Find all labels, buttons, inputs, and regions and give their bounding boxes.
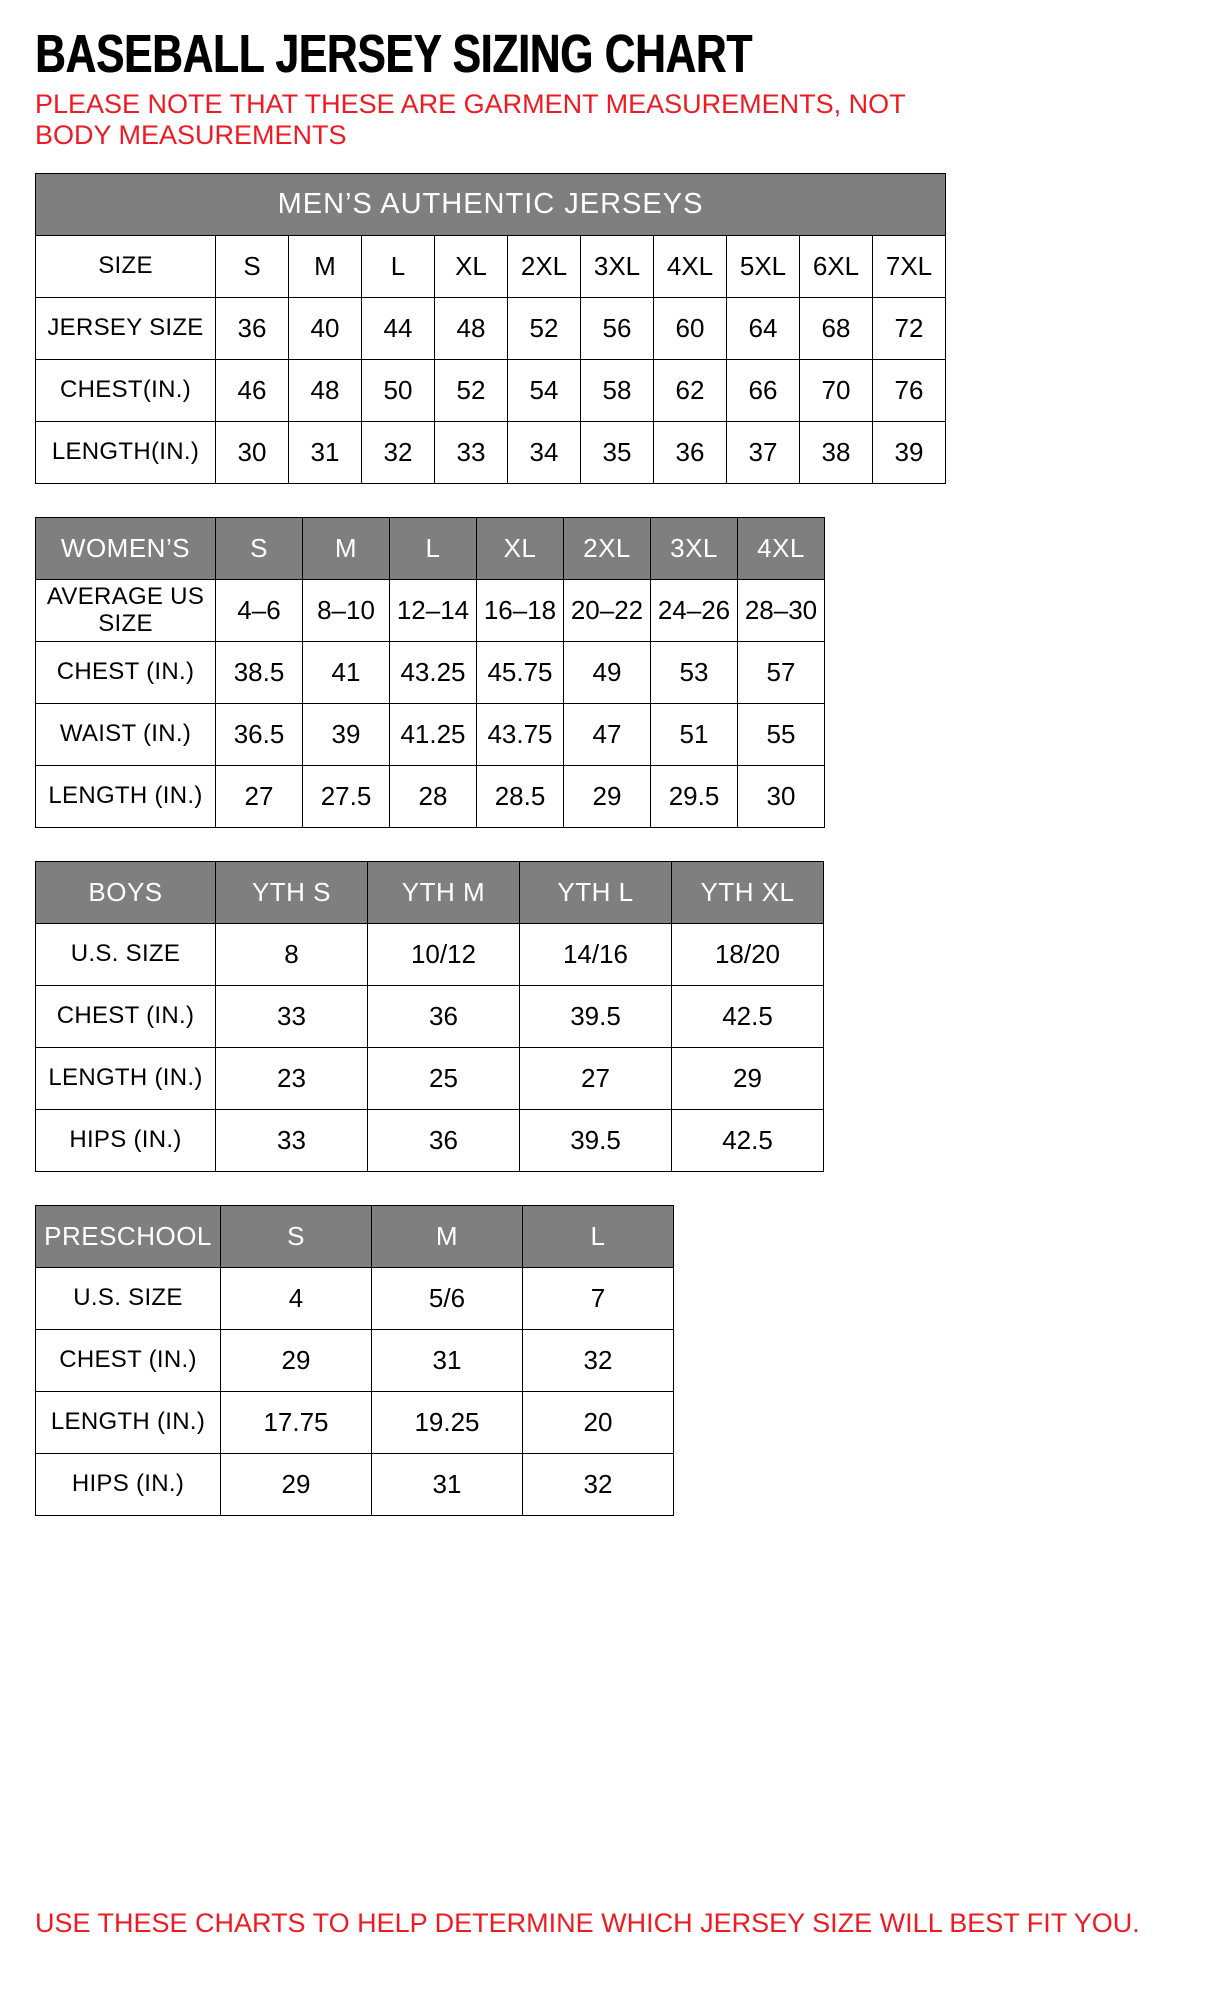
table-row [36,297,946,359]
cell: 32 [523,1329,674,1391]
cell: 28.5 [477,765,564,827]
table-row [36,579,825,641]
cell: 52 [435,359,508,421]
column-header: L [523,1205,674,1267]
table-row [36,1109,824,1171]
column-header: YTH M [368,861,520,923]
cell: 38 [800,421,873,483]
cell: 5/6 [372,1267,523,1329]
cell: 36 [654,421,727,483]
cell: 51 [651,703,738,765]
cell: 33 [216,1109,368,1171]
cell: 18/20 [672,923,824,985]
cell: 10/12 [368,923,520,985]
cell: 25 [368,1047,520,1109]
boys-sizing-table [35,861,824,1172]
mens-table-title: MEN’S AUTHENTIC JERSEYS [36,173,946,235]
table-row [36,1047,824,1109]
column-header: YTH S [216,861,368,923]
cell: 48 [289,359,362,421]
cell: 30 [738,765,825,827]
cell: 5XL [727,235,800,297]
column-header: 4XL [738,517,825,579]
cell: 62 [654,359,727,421]
table-row [36,1391,674,1453]
boys-table-title: BOYS [36,861,216,923]
cell: 56 [581,297,654,359]
table-row [36,641,825,703]
cell: 47 [564,703,651,765]
column-header: M [303,517,390,579]
cell: 35 [581,421,654,483]
cell: 32 [523,1453,674,1515]
cell: 27.5 [303,765,390,827]
row-label: HIPS (IN.) [36,1109,216,1171]
cell: 42.5 [672,985,824,1047]
cell: 17.75 [221,1391,372,1453]
cell: 34 [508,421,581,483]
mens-sizing-table [35,173,946,484]
column-header: S [216,517,303,579]
row-label: HIPS (IN.) [36,1453,221,1515]
column-header: S [221,1205,372,1267]
row-label: LENGTH (IN.) [36,1391,221,1453]
cell: 54 [508,359,581,421]
cell: 8 [216,923,368,985]
cell: 31 [372,1453,523,1515]
cell: 20–22 [564,579,651,641]
row-label: LENGTH(IN.) [36,421,216,483]
cell: XL [435,235,508,297]
row-label: U.S. SIZE [36,923,216,985]
cell: 29 [221,1329,372,1391]
cell: 4XL [654,235,727,297]
womens-sizing-table [35,517,825,828]
cell: 7XL [873,235,946,297]
table-row [36,1267,674,1329]
cell: 24–26 [651,579,738,641]
cell: 50 [362,359,435,421]
cell: 70 [800,359,873,421]
row-label: SIZE [36,235,216,297]
cell: 27 [520,1047,672,1109]
cell: 41 [303,641,390,703]
column-header: M [372,1205,523,1267]
cell: 36 [216,297,289,359]
cell: 4–6 [216,579,303,641]
table-row [36,703,825,765]
row-label: JERSEY SIZE [36,297,216,359]
fit-advice-note: USE THESE CHARTS TO HELP DETERMINE WHICH JERSEY SIZE WILL BEST FIT YOU. [35,1907,1140,1938]
cell: 4 [221,1267,372,1329]
cell: 53 [651,641,738,703]
cell: 31 [289,421,362,483]
cell: 36 [368,1109,520,1171]
cell: 30 [216,421,289,483]
column-header: YTH XL [672,861,824,923]
cell: 32 [362,421,435,483]
table-row [36,1329,674,1391]
cell: 29 [672,1047,824,1109]
table-row [36,359,946,421]
cell: S [216,235,289,297]
table-row [36,923,824,985]
cell: 36 [368,985,520,1047]
cell: 38.5 [216,641,303,703]
cell: 29 [564,765,651,827]
cell: 60 [654,297,727,359]
row-label: CHEST (IN.) [36,1329,221,1391]
cell: 72 [873,297,946,359]
row-label: CHEST (IN.) [36,641,216,703]
row-label: LENGTH (IN.) [36,765,216,827]
cell: 12–14 [390,579,477,641]
table-row [36,1453,674,1515]
cell: 28 [390,765,477,827]
column-header: 3XL [651,517,738,579]
preschool-sizing-table [35,1205,674,1516]
cell: 33 [216,985,368,1047]
cell: 64 [727,297,800,359]
preschool-table-title: PRESCHOOL [36,1205,221,1267]
womens-table-title: WOMEN’S [36,517,216,579]
cell: 45.75 [477,641,564,703]
cell: 29 [221,1453,372,1515]
table-row [36,421,946,483]
cell: 55 [738,703,825,765]
cell: 23 [216,1047,368,1109]
cell: 39 [873,421,946,483]
cell: 41.25 [390,703,477,765]
page-title: BASEBALL JERSEY SIZING CHART [35,24,752,84]
cell: 42.5 [672,1109,824,1171]
cell: 40 [289,297,362,359]
cell: 3XL [581,235,654,297]
cell: 58 [581,359,654,421]
cell: 66 [727,359,800,421]
column-header: YTH L [520,861,672,923]
row-label: CHEST (IN.) [36,985,216,1047]
cell: L [362,235,435,297]
cell: 43.75 [477,703,564,765]
row-label: LENGTH (IN.) [36,1047,216,1109]
cell: 36.5 [216,703,303,765]
cell: 7 [523,1267,674,1329]
cell: 49 [564,641,651,703]
cell: 33 [435,421,508,483]
cell: 27 [216,765,303,827]
cell: 39 [303,703,390,765]
cell: 44 [362,297,435,359]
cell: 6XL [800,235,873,297]
table-row [36,235,946,297]
cell: 8–10 [303,579,390,641]
row-label: WAIST (IN.) [36,703,216,765]
cell: 20 [523,1391,674,1453]
cell: 28–30 [738,579,825,641]
cell: 68 [800,297,873,359]
cell: 57 [738,641,825,703]
row-label: CHEST(IN.) [36,359,216,421]
cell: 19.25 [372,1391,523,1453]
column-header: 2XL [564,517,651,579]
cell: 43.25 [390,641,477,703]
row-label: U.S. SIZE [36,1267,221,1329]
cell: M [289,235,362,297]
cell: 29.5 [651,765,738,827]
table-header-row [36,1205,674,1267]
table-row [36,765,825,827]
cell: 31 [372,1329,523,1391]
cell: 52 [508,297,581,359]
cell: 39.5 [520,985,672,1047]
cell: 37 [727,421,800,483]
garment-measurements-note: PLEASE NOTE THAT THESE ARE GARMENT MEASUREMENTS, NOT BODY MEASUREMENTS [35,88,906,150]
cell: 16–18 [477,579,564,641]
cell: 39.5 [520,1109,672,1171]
cell: 48 [435,297,508,359]
table-header-row [36,861,824,923]
cell: 2XL [508,235,581,297]
cell: 76 [873,359,946,421]
column-header: XL [477,517,564,579]
table-row [36,985,824,1047]
table-row [36,173,946,235]
cell: 14/16 [520,923,672,985]
table-header-row [36,517,825,579]
cell: 46 [216,359,289,421]
row-label: AVERAGE US SIZE [36,579,216,641]
column-header: L [390,517,477,579]
